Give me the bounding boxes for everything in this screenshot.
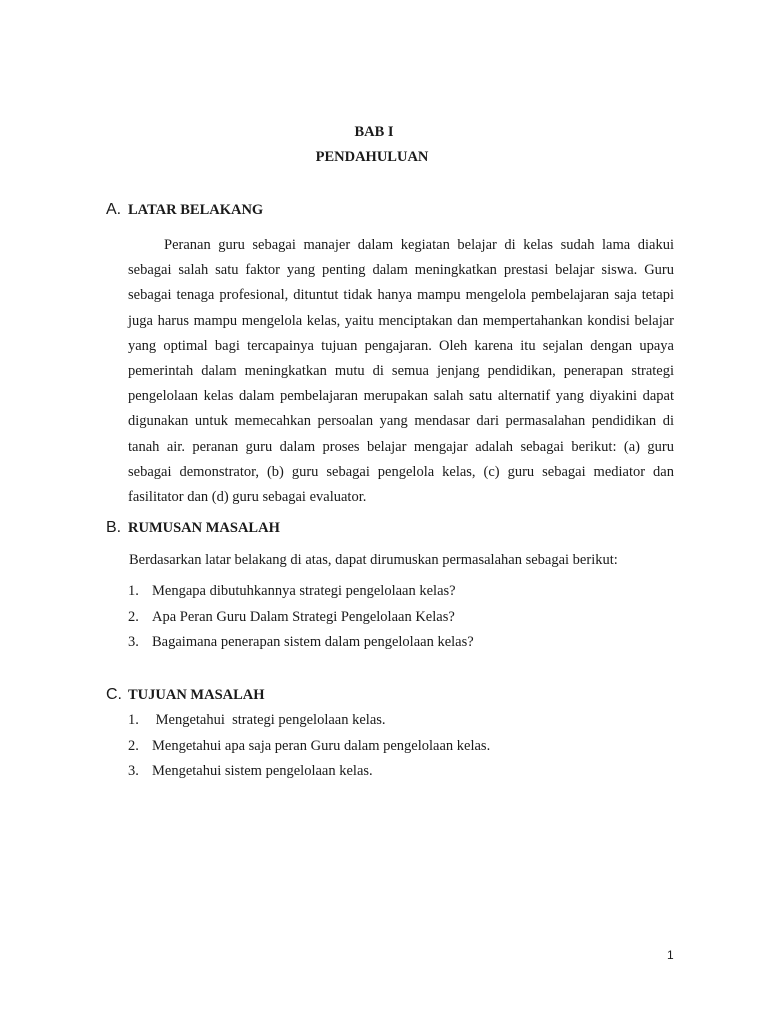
section-heading-latar-belakang [106,201,263,219]
list-number: 2. [128,737,139,754]
list-item [128,759,490,785]
list-number: 3. [128,763,139,779]
list-text: Mengetahui sistem pengelolaan kelas. [152,763,373,779]
section-title: TUJUAN MASALAH [128,687,265,703]
objective-list [128,708,490,785]
chapter-title: PENDAHULUAN [315,149,429,165]
page-number: 1 [667,948,674,962]
list-item [128,734,490,760]
section-letter: C. [106,686,122,703]
section-title: LATAR BELAKANG [128,202,264,218]
list-number: 2. [128,608,139,625]
list-item [128,708,490,734]
list-item [128,605,474,631]
background-paragraph: Peranan guru sebagai manajer dalam kegiatan belajar di kelas sudah lama diakui sebagai salah satu faktor yang penting dalam meningkatkan prestasi belajar siswa. Guru sebagai tenaga profesional, dituntut tidak hanya mampu mengelola pembelajaran saja tetapi juga harus mampu mengelola kelas, yaitu menciptakan dan mempertahankan kondisi belajar yang optimal bagi tercapainya tujuan pengajaran. Oleh karena itu sejalan dengan upaya pemerintah dalam meningkatkan mutu di semua jenjang pendidikan, penerapan strategi pengelolaan kelas dalam pembelajaran merupakan salah satu alternatif yang diyakini dapat digunakan untuk memecahkan persoalan yang mendasar dari permasalahan pendidikan di tanah air. peranan guru dalam proses belajar mengajar adalah sebagai berikut: (a) guru sebagai demonstrator, (b) guru sebagai pengelola kelas, (c) guru sebagai mediator dan fasilitator dan (d) guru sebagai evaluator. [128,237,674,506]
list-text: Apa Peran Guru Dalam Strategi Pengelolaan Kelas? [152,608,455,625]
section-letter: B. [106,519,122,536]
list-text: Mengetahui strategi pengelolaan kelas. [152,712,386,728]
list-number: 1. [128,583,139,599]
list-text: Bagaimana penerapan sistem dalam pengelolaan kelas? [152,634,474,650]
section-letter: A. [106,201,122,218]
list-text: Mengapa dibutuhkannya strategi pengelolaan kelas? [152,583,456,599]
chapter-number: BAB I [354,124,394,140]
problem-intro-text: Berdasarkan latar belakang di atas, dapat dirumuskan permasalahan sebagai berikut: [129,552,618,568]
problem-list [128,579,474,656]
list-number: 1. [128,712,139,728]
list-number: 3. [128,634,139,650]
list-text: Mengetahui apa saja peran Guru dalam pengelolaan kelas. [152,737,491,754]
list-item [128,630,474,656]
section-title: RUMUSAN MASALAH [128,520,280,536]
list-item [128,579,474,605]
section-heading-rumusan-masalah [106,519,280,537]
section-heading-tujuan-masalah [106,686,265,704]
